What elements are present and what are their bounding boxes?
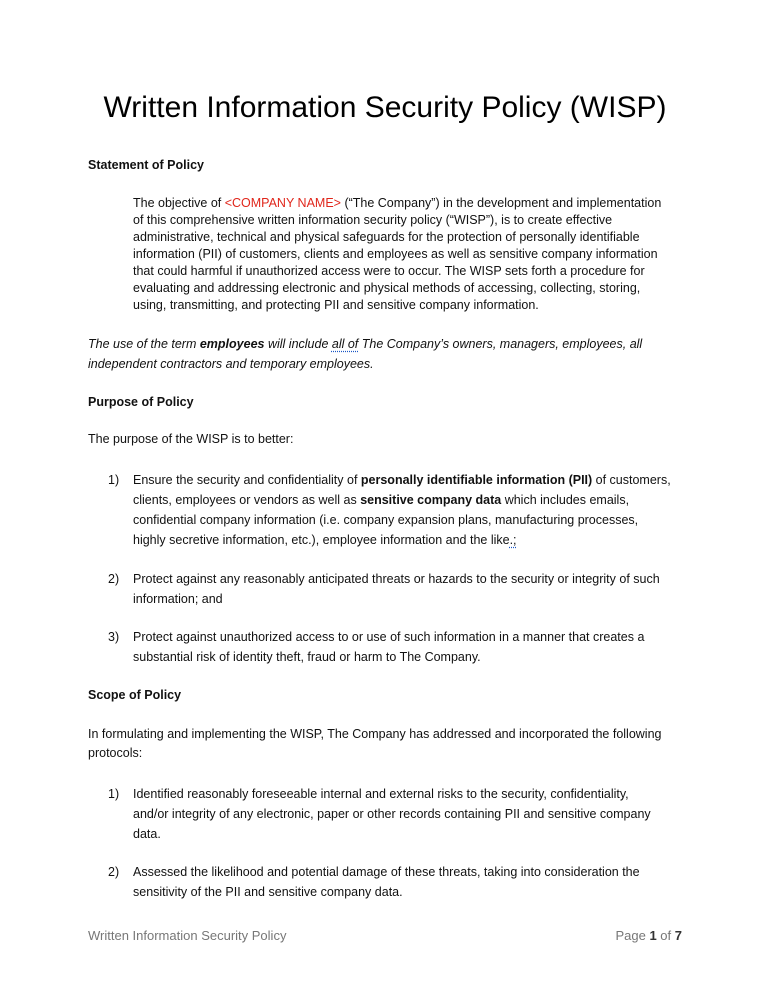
- statement-line-3: administrative, technical and physical safeguards for the protection of personally identifiable: [133, 230, 640, 244]
- text-segment: Ensure the security and confidentiality of: [133, 473, 361, 487]
- grammar-flag-all-of[interactable]: all of: [331, 337, 359, 351]
- scope-intro-line-1: In formulating and implementing the WISP, The Company has addressed and incorporated the following: [88, 727, 662, 741]
- employees-note-line-2: independent contractors and temporary employees.: [88, 357, 374, 371]
- list-line: Identified reasonably foreseeable internal and external risks to the security, confidentiality,: [133, 787, 629, 801]
- text-segment: highly secretive information, etc.), employee information and the like: [133, 533, 510, 547]
- note-term-employees: employees: [199, 337, 265, 351]
- page-label: Page: [615, 928, 650, 943]
- statement-line-4: information (PII) of customers, clients and employees as well as sensitive company information: [133, 247, 658, 261]
- purpose-intro: The purpose of the WISP is to better:: [88, 432, 294, 446]
- list-number: 3): [108, 630, 120, 644]
- page-current: 1: [649, 928, 657, 943]
- list-line: Assessed the likelihood and potential damage of these threats, taking into consideration the: [133, 865, 640, 879]
- grammar-flag-punctuation[interactable]: .;: [509, 533, 517, 547]
- employees-note: [88, 334, 642, 374]
- list-item-text: [133, 784, 651, 844]
- page-of-label: of: [656, 928, 675, 943]
- statement-line-1: [133, 195, 661, 212]
- list-number: 2): [108, 572, 120, 586]
- statement-line-6: evaluating and addressing electronic and physical methods of accessing, collecting, storing,: [133, 281, 641, 295]
- statement-line-2: of this comprehensive written information security policy (“WISP”), is to create effective: [133, 213, 613, 227]
- text-segment: which includes emails,: [501, 493, 630, 507]
- list-line: [133, 530, 671, 550]
- page-total: 7: [674, 928, 682, 943]
- footer-page-number: [615, 928, 682, 943]
- list-item-text: [133, 470, 671, 550]
- list-line: [133, 470, 671, 490]
- note-rest: The Company’s owners, managers, employees, all: [358, 337, 643, 351]
- list-number: 1): [108, 473, 120, 487]
- scope-intro-line-2: protocols:: [88, 746, 143, 760]
- pii-term: personally identifiable information (PII): [360, 473, 593, 487]
- list-line: data.: [133, 827, 161, 841]
- statement-heading: Statement of Policy: [88, 158, 204, 172]
- list-line: and/or integrity of any electronic, paper or other records containing PII and sensitive company: [133, 807, 651, 821]
- list-item-text: [133, 627, 644, 667]
- list-line: Protect against unauthorized access to or use of such information in a manner that creates a: [133, 630, 645, 644]
- list-line: sensitivity of the PII and sensitive company data.: [133, 885, 403, 899]
- list-item-text: [133, 569, 660, 609]
- list-line: [133, 490, 671, 510]
- list-line: Protect against any reasonably anticipated threats or hazards to the security or integrity of such: [133, 572, 660, 586]
- note-pre: The use of the term: [88, 337, 200, 351]
- list-line: confidential company information (i.e. company expansion plans, manufacturing processes,: [133, 513, 639, 527]
- employees-note-line-1: [88, 334, 642, 354]
- purpose-heading: Purpose of Policy: [88, 395, 194, 409]
- statement-text-pre: The objective of: [133, 196, 225, 210]
- document-title: Written Information Security Policy (WISP): [103, 91, 667, 124]
- sensitive-data-term: sensitive company data: [360, 493, 502, 507]
- statement-paragraph: [133, 195, 661, 314]
- text-segment: of customers,: [592, 473, 671, 487]
- note-mid: will include: [264, 337, 332, 351]
- list-item-text: [133, 862, 640, 902]
- scope-heading: Scope of Policy: [88, 688, 182, 702]
- scope-intro: [88, 725, 662, 763]
- list-number: 2): [108, 865, 120, 879]
- statement-text-rest: (“The Company”) in the development and implementation: [340, 196, 662, 210]
- list-line: substantial risk of identity theft, fraud or harm to The Company.: [133, 650, 481, 664]
- text-segment: clients, employees or vendors as well as: [133, 493, 361, 507]
- footer-document-name: Written Information Security Policy: [88, 928, 287, 943]
- statement-line-5: that could harmful if unauthorized access were to occur. The WISP sets forth a procedure for: [133, 264, 645, 278]
- statement-line-7: using, transmitting, and protecting PII and sensitive company information.: [133, 298, 539, 312]
- list-line: information; and: [133, 592, 223, 606]
- company-name-placeholder: <COMPANY NAME>: [224, 196, 341, 210]
- list-number: 1): [108, 787, 120, 801]
